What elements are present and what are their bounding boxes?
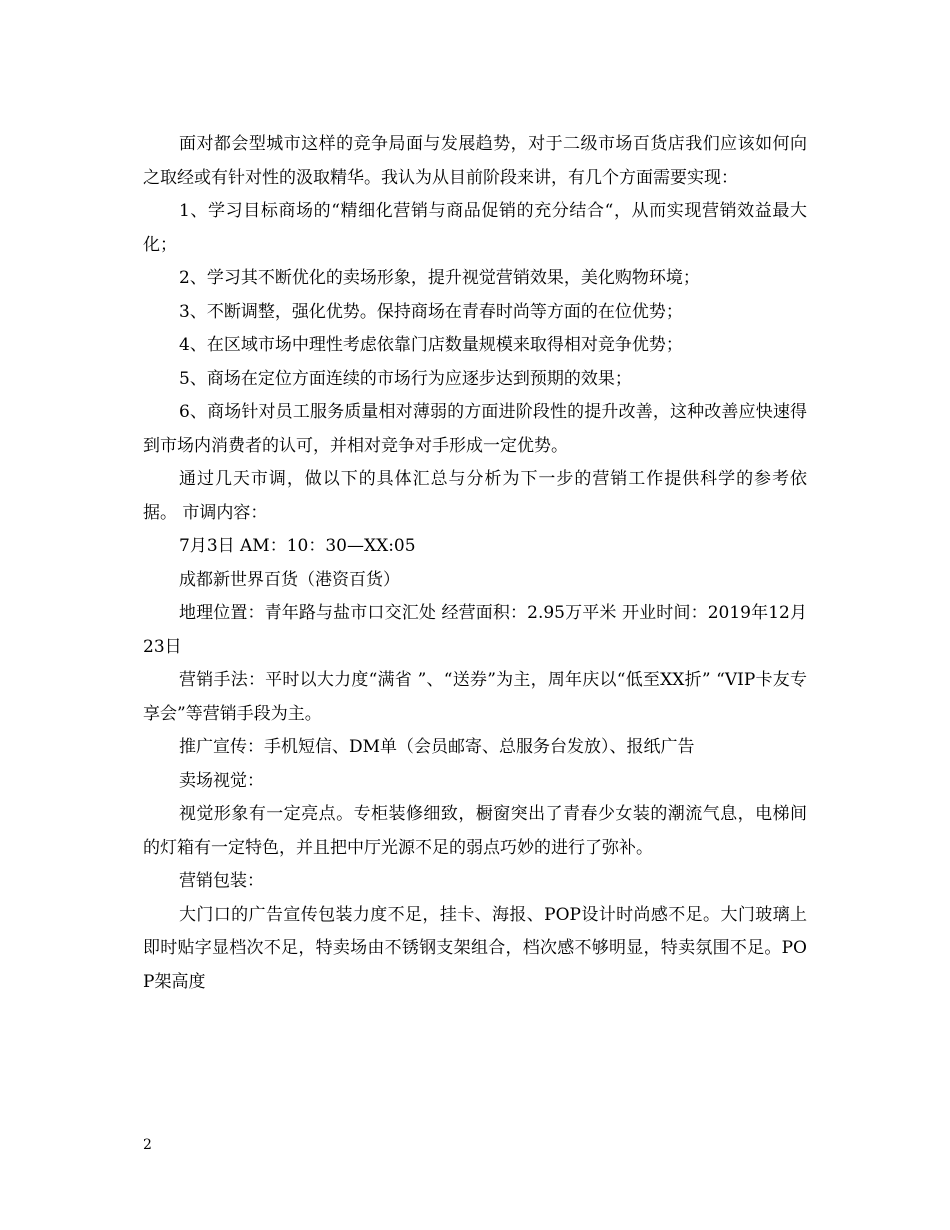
- store-location: 地理位置：青年路与盐市口交汇处 经营面积：2.95万平米 开业时间：2019年12月23日: [143, 603, 807, 657]
- list-item-1: 1、学习目标商场的“精细化营销与商品促销的充分结合“，从而实现营销效益最大化；: [143, 201, 807, 255]
- section-heading-packaging: 营销包装：: [179, 871, 264, 891]
- survey-date: 7月3日 AM：10：30—XX:05: [179, 536, 416, 556]
- promotion: 推广宣传：手机短信、DM单（会员邮寄、总服务台发放）、报纸广告: [179, 737, 695, 757]
- list-item-5: 5、商场在定位方面连续的市场行为应逐步达到预期的效果；: [179, 368, 632, 389]
- paragraph-survey-intro: 通过几天市调，做以下的具体汇总与分析为下一步的营销工作提供科学的参考依据。 市调内容：: [143, 469, 807, 523]
- paragraph-packaging: 大门口的广告宣传包装力度不足，挂卡、海报、POP设计时尚感不足。大门玻璃上即时贴字显档次不足，特卖场由不锈钢支架组合，档次感不够明显，特卖氛围不足。POP架高度: [143, 904, 807, 992]
- list-item-6: 6、商场针对员工服务质量相对薄弱的方面进阶段性的提升改善，这种改善应快速得到市场内消费者的认可，并相对竞争对手形成一定优势。: [143, 402, 807, 456]
- paragraph-intro: 面对都会型城市这样的竞争局面与发展趋势，对于二级市场百货店我们应该如何向之取经或有针对性的汲取精华。我认为从目前阶段来讲，有几个方面需要实现：: [143, 134, 807, 188]
- page-number: 2: [143, 1137, 152, 1153]
- list-item-3: 3、不断调整，强化优势。保持商场在青春时尚等方面的在位优势；: [179, 301, 683, 322]
- list-item-4: 4、在区域市场中理性考虑依靠门店数量规模来取得相对竞争优势；: [179, 335, 683, 355]
- list-item-2: 2、学习其不断优化的卖场形象，提升视觉营销效果，美化购物环境；: [179, 268, 700, 288]
- marketing-methods: 营销手法：平时以大力度“满省 ”、“送券”为主，周年庆以“低至XX折” “VIP卡友专享会”等营销手段为主。: [143, 670, 807, 724]
- document-body: [143, 128, 807, 999]
- store-name: 成都新世界百货（港资百货）: [179, 569, 400, 590]
- paragraph-visual: 视觉形象有一定亮点。专柜装修细致，橱窗突出了青春少女装的潮流气息，电梯间的灯箱有一定特色，并且把中厅光源不足的弱点巧妙的进行了弥补。: [143, 804, 807, 858]
- section-heading-visual: 卖场视觉：: [179, 770, 264, 791]
